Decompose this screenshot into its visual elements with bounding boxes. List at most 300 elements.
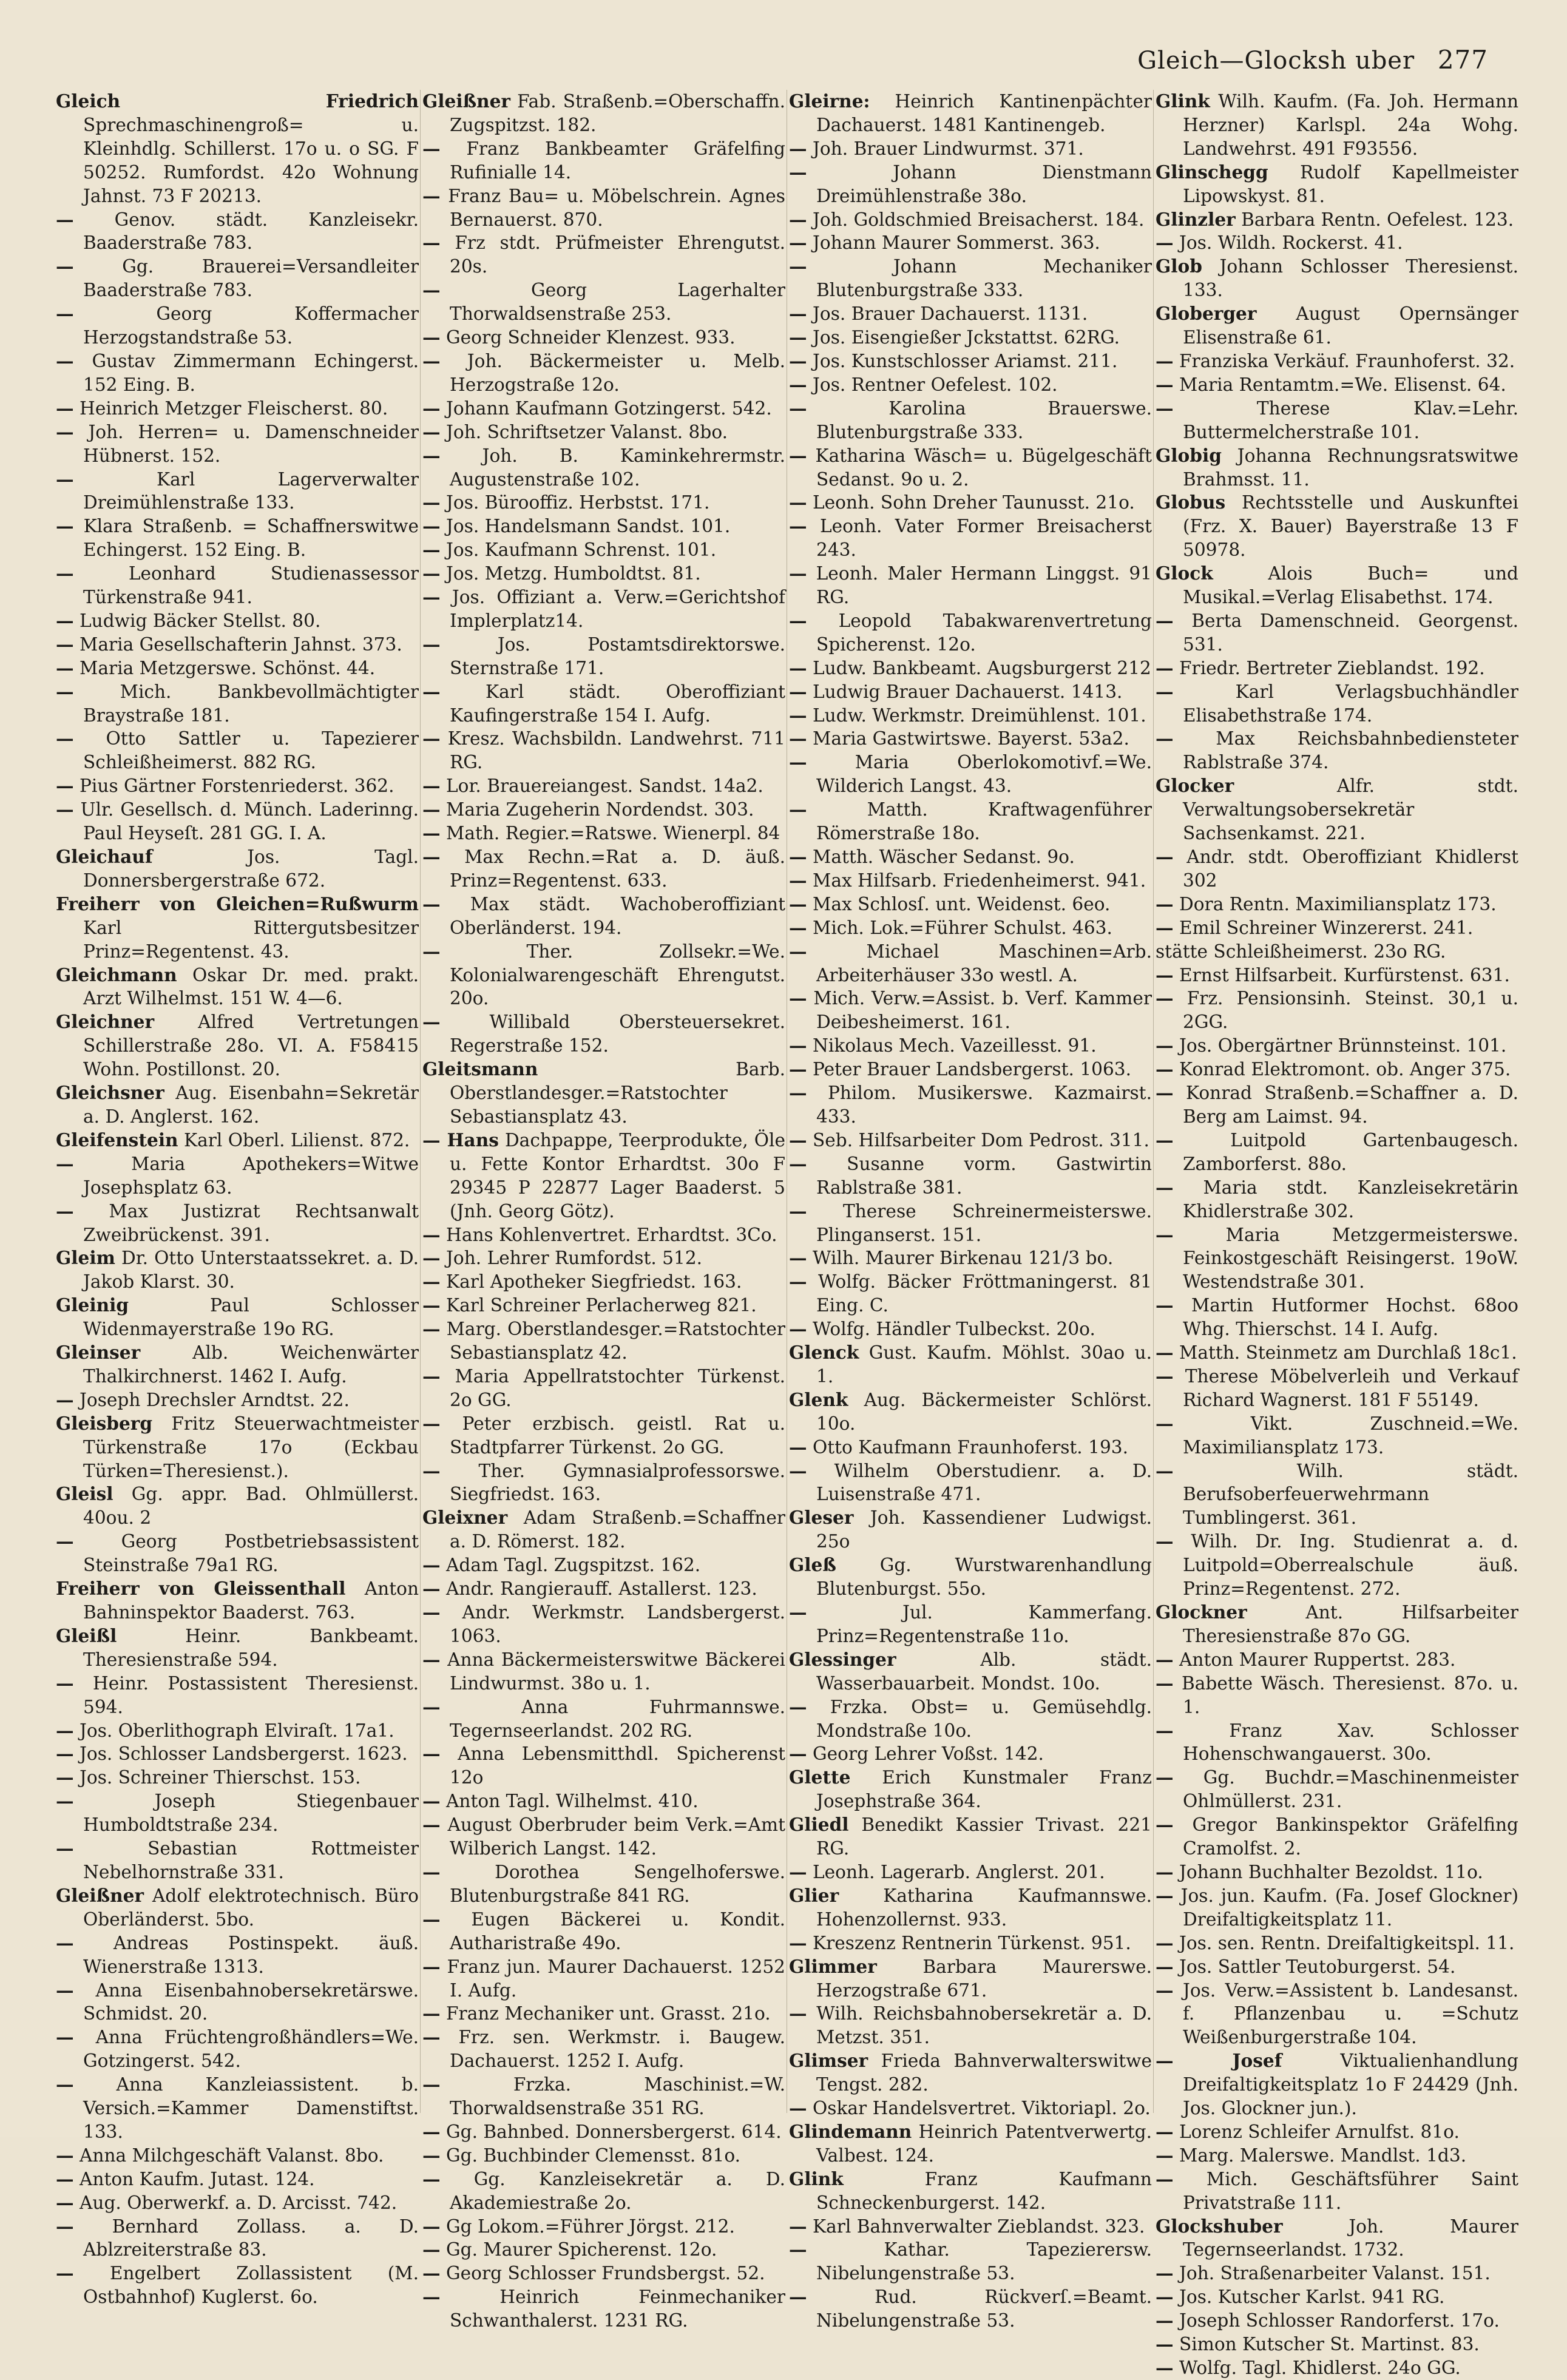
entry-name: — — [1156, 964, 1174, 985]
entry-text: Wolfg. Bäcker Fröttmaningerst. 81 Eing. C. — [816, 1271, 1152, 1316]
directory-entry — [422, 444, 785, 492]
directory-entry — [56, 1719, 419, 1743]
entry-name: — — [789, 161, 807, 183]
entry-text: Oskar Handelsvertret. Viktoriapl. 2o. — [813, 2098, 1151, 2119]
directory-entry — [1156, 1719, 1518, 1766]
directory-entry — [422, 1908, 785, 1955]
entry-text: Gg. Brauerei=Versandleiter Baaderstraße 783. — [83, 256, 419, 301]
directory-entry — [422, 845, 785, 893]
entry-name: — — [1156, 1719, 1174, 1741]
entry-text: Ulr. Gesellsch. d. Münch. Laderinng. Paul Heyseſt. 281 GG. I. A. — [80, 799, 419, 844]
entry-name: — — [422, 563, 441, 584]
entry-text: Marg. Malerswe. Mandlst. 1d3. — [1179, 2145, 1467, 2166]
directory-entry — [422, 798, 785, 822]
directory-entry — [1156, 1766, 1518, 1813]
directory-entry — [56, 397, 419, 421]
entry-name: — — [422, 893, 441, 914]
entry-name: — — [1156, 1530, 1174, 1552]
directory-entry — [422, 1648, 785, 1695]
directory-entry — [789, 302, 1152, 326]
entry-name: — — [422, 799, 441, 820]
entry-text: Jul. Kammerfang. Prinz=Regentenstraße 11o. — [816, 1602, 1152, 1646]
entry-text: Konrad Elektromont. ob. Anger 375. — [1179, 1059, 1511, 1080]
entry-name: — — [789, 1459, 807, 1481]
entry-name: Glenck — [789, 1342, 859, 1364]
entry-name: — — [56, 633, 74, 655]
directory-entry — [789, 845, 1152, 869]
entry-name: Gleinser — [56, 1342, 141, 1364]
entry-text: Bernhard Zollass. a. D. Ablzreiterstraße 83. — [83, 2216, 419, 2260]
directory-entry — [422, 1553, 785, 1577]
entry-name: — — [789, 397, 807, 419]
directory-entry — [422, 1129, 785, 1223]
entry-name: — — [422, 515, 441, 537]
directory-entry — [56, 208, 419, 255]
entry-text: Max städt. Wachoberoffiziant Oberländerst. 194. — [450, 893, 785, 938]
directory-entry — [56, 893, 419, 964]
entry-text: Anna Bäckermeisterswitwe Bäckerei Lindwurmst. 38o u. 1. — [447, 1649, 785, 1694]
entry-name: — Josef — [1156, 2050, 1282, 2072]
entry-name: — — [1156, 987, 1174, 1009]
entry-text: Aug. Bäckermeister Schlörst. 10o. — [816, 1389, 1152, 1434]
entry-name: — — [422, 1011, 441, 1033]
entry-text: Peter Brauer Landsbergerst. 1063. — [813, 1059, 1132, 1080]
directory-entry — [1156, 987, 1518, 1034]
entry-name: — — [56, 1200, 74, 1222]
directory-entry — [422, 1601, 785, 1648]
directory-entry — [789, 444, 1152, 492]
entry-name: — — [1156, 1672, 1174, 1694]
entry-text: Otto Sattler u. Tapezierer Schleißheimerst. 882 RG. — [83, 728, 419, 773]
entry-name: — — [422, 1247, 441, 1269]
entry-text: Anna Kanzleiassistent. b. Versich.=Kammer Damenstiftst. 133. — [83, 2074, 419, 2142]
entry-text: Dr. Otto Unterstaatssekret. a. D. Jakob Klarst. 30. — [83, 1248, 419, 1293]
entry-text: Maria Oberlokomotivf.=We. Wilderich Langst. 43. — [816, 752, 1152, 797]
entry-name: Glier — [789, 1884, 839, 1906]
running-head-title: Gleich—Glocksh uber — [1137, 47, 1415, 75]
entry-name: Gleitsmann — [422, 1058, 538, 1080]
directory-entry — [422, 491, 785, 515]
entry-text: Gregor Bankinspektor Gräfelfing Cramolfst. 2. — [1183, 1814, 1518, 1859]
directory-entry — [789, 2215, 1152, 2239]
entry-text: Wilhelm Oberstudienr. a. D. Luisenstraße 471. — [816, 1460, 1152, 1505]
directory-entry — [422, 1246, 785, 1270]
entry-name: — — [789, 137, 807, 159]
entry-text: Ant. Hilfsarbeiter Theresienstraße 87o GG. — [1183, 1602, 1518, 1646]
entry-name: — — [422, 350, 441, 371]
entry-text: Karl Bahnverwalter Zieblandst. 323. — [813, 2216, 1145, 2237]
entry-text: Katharina Wäsch= u. Bügelgeschäft Sedanst. 9o u. 2. — [815, 445, 1152, 490]
entry-text: Jos. jun. Kaufm. (Fa. Josef Glockner) Dreifaltigkeitsplatz 11. — [1180, 1885, 1518, 1930]
column-1 — [56, 90, 419, 2308]
column-divider — [1153, 90, 1154, 2113]
entry-name: Gleß — [789, 1554, 836, 1576]
entry-text: Anton Kaufm. Jutast. 124. — [80, 2168, 315, 2189]
directory-entry — [422, 1695, 785, 1743]
entry-text: Ludw. Werkmstr. Dreimühlenst. 101. — [813, 705, 1146, 726]
entry-text: Genov. städt. Kanzleisekr. Baaderstraße 783. — [83, 209, 419, 254]
directory-entry — [789, 704, 1152, 728]
entry-text: Maria stdt. Kanzleisekretärin Khidlerstraße 302. — [1183, 1177, 1518, 1222]
entry-text: Gg. Wurstwarenhandlung Blutenburgst. 55o. — [816, 1555, 1152, 1600]
directory-entry — [789, 657, 1152, 680]
entry-text: Anna Milchgeschäft Valanst. 8bo. — [80, 2145, 384, 2166]
entry-text: Fab. Straßenb.=Oberschaffn. Zugspitzst. 182. — [450, 91, 785, 135]
directory-entry — [1156, 893, 1518, 916]
entry-name: Freiherr von Gleissenthall — [56, 1578, 346, 1600]
entry-text: Joseph Drechsler Arndtst. 22. — [80, 1389, 350, 1410]
entry-name: — — [56, 1932, 74, 1953]
directory-entry — [789, 2285, 1152, 2333]
entry-name: — — [789, 1743, 807, 1765]
entry-name: — — [789, 893, 807, 914]
directory-entry — [56, 1837, 419, 1884]
entry-text: Heinrich Kantinenpächter Dachauerst. 1481 Kantinengeb. — [816, 91, 1152, 135]
directory-entry — [56, 1577, 419, 1624]
entry-name: — — [1156, 2144, 1174, 2166]
entry-name: — — [1156, 397, 1174, 419]
entry-text: Sebastian Rottmeister Nebelhornstraße 331. — [83, 1838, 419, 1882]
entry-text: Alfred Vertretungen Schillerstraße 28o. VI. A. F58415 Wohn. Postillonst. 20. — [83, 1012, 419, 1080]
entry-name: — — [422, 492, 441, 513]
directory-entry — [56, 2073, 419, 2144]
entry-name: — — [422, 1695, 441, 1717]
directory-entry — [1156, 1459, 1518, 1530]
entry-name: — — [1156, 1766, 1174, 1788]
directory-entry — [1156, 562, 1518, 609]
directory-entry — [56, 1482, 419, 1530]
entry-text: Wilh. Reichsbahnobersekretär a. D. Metzst. 351. — [816, 2003, 1152, 2048]
entry-text: August Oberbruder beim Verk.=Amt Wilberich Langst. 142. — [447, 1814, 785, 1859]
entry-text: Ludwig Brauer Dachauerst. 1413. — [813, 681, 1123, 702]
directory-entry — [789, 515, 1152, 562]
entry-name: — — [789, 657, 807, 678]
directory-entry — [789, 1884, 1152, 1932]
entry-text: Ludwig Bäcker Stellst. 80. — [80, 610, 321, 631]
directory-entry — [1156, 255, 1518, 302]
entry-name: — — [1156, 728, 1174, 749]
entry-name: — — [422, 1223, 441, 1245]
entry-text: Johann Mechaniker Blutenburgstraße 333. — [816, 256, 1152, 301]
directory-entry — [1156, 1412, 1518, 1459]
entry-text: Jos. Kutscher Karlst. 941 RG. — [1179, 2287, 1445, 2308]
entry-text: Willibald Obersteuersekret. Regerstraße 152. — [450, 1012, 785, 1056]
entry-text: Max Justizrat Rechtsanwalt Zweibrückenst. 391. — [83, 1200, 419, 1245]
directory-entry — [789, 798, 1152, 845]
entry-text: Jos. Wildh. Rockerst. 41. — [1179, 232, 1403, 254]
directory-entry — [1156, 774, 1518, 845]
entry-name: — — [789, 704, 807, 726]
directory-entry — [789, 1317, 1152, 1341]
directory-entry — [789, 1766, 1152, 1813]
directory-entry — [1156, 1223, 1518, 1294]
entry-name: Gleirne: — [789, 90, 870, 112]
entry-text: Johann Schlosser Theresienst. 133. — [1183, 256, 1518, 301]
directory-entry — [789, 255, 1152, 302]
entry-name: — — [422, 775, 441, 797]
entry-text: Anton Maurer Ruppertst. 283. — [1179, 1649, 1456, 1670]
entry-name: — — [56, 1719, 74, 1741]
directory-entry — [789, 1932, 1152, 1955]
entry-name: — — [422, 633, 441, 655]
entry-text: Viktualienhandlung Dreifaltigkeitsplatz 1o F 24429 (Jnh. Jos. Glockner jun.). — [1183, 2050, 1518, 2119]
directory-entry — [789, 751, 1152, 798]
entry-text: Jos. Schreiner Thierschst. 153. — [80, 1767, 361, 1788]
directory-entry — [789, 2097, 1152, 2120]
entry-text: Frzka. Obst= u. Gemüsehdlg. Mondstraße 10o. — [816, 1696, 1152, 1741]
directory-entry — [422, 515, 785, 538]
entry-name: — — [789, 1247, 807, 1269]
entry-name: Glindemann — [789, 2120, 912, 2142]
directory-entry — [789, 1601, 1152, 1648]
directory-entry — [56, 1672, 419, 1719]
directory-entry — [1156, 1884, 1518, 1932]
directory-entry — [56, 562, 419, 609]
directory-entry — [56, 1294, 419, 1341]
entry-text: Susanne vorm. Gastwirtin Rablstraße 381. — [816, 1153, 1152, 1198]
directory-entry — [789, 1459, 1152, 1507]
entry-text: Maria Zugeherin Nordendst. 303. — [446, 799, 754, 820]
entry-text: Matth. Steinmetz am Durchlaß 18c1. — [1179, 1342, 1517, 1364]
entry-text: Wilh. städt. Berufsoberfeuerwehrmann Tumblingerst. 361. — [1183, 1460, 1518, 1529]
directory-entry — [789, 2120, 1152, 2168]
entry-name: — — [422, 846, 441, 867]
entry-name: — — [1156, 2357, 1174, 2378]
entry-name: — — [789, 1861, 807, 1882]
directory-entry — [422, 2285, 785, 2333]
entry-name: Glockner — [1156, 1601, 1247, 1623]
directory-entry — [1156, 208, 1518, 232]
directory-entry — [789, 1129, 1152, 1152]
entry-text: Wilh. Maurer Birkenau 121/3 bo. — [813, 1248, 1114, 1269]
directory-entry — [789, 397, 1152, 444]
entry-name: — — [789, 1082, 807, 1104]
entry-name: Glenk — [789, 1388, 848, 1410]
entry-text: Mich. Geschäftsführer Saint Privatstraße 111. — [1183, 2168, 1518, 2213]
entry-name: — — [422, 2026, 441, 2048]
directory-entry — [1156, 1341, 1518, 1365]
entry-name: — — [789, 940, 807, 962]
entry-text: August Opernsänger Elisenstraße 61. — [1183, 303, 1518, 348]
entry-text: Max Reichsbahnbediensteter Rablstraße 374. — [1183, 728, 1518, 773]
entry-text: Frz stdt. Prüfmeister Ehrengutst. 20s. — [450, 232, 785, 277]
directory-entry — [1156, 1955, 1518, 1979]
entry-text: Kathar. Tapezierersw. Nibelungenstraße 53. — [816, 2239, 1152, 2284]
entry-name: — — [422, 2262, 441, 2284]
entry-name: — — [56, 1388, 74, 1410]
entry-name: — — [422, 728, 441, 749]
directory-entry — [1156, 845, 1518, 893]
entry-text: Karl Apotheker Siegfriedst. 163. — [446, 1271, 742, 1293]
entry-text: Benedikt Kassier Trivast. 221 RG. — [816, 1814, 1152, 1859]
entry-text: Dorothea Sengelhoferswe. Blutenburgstraße 841 RG. — [450, 1861, 785, 1906]
entry-name: — — [56, 2074, 74, 2095]
entry-text: Math. Regier.=Ratswe. Wienerpl. 84 — [446, 823, 780, 844]
entry-text: Jos. Brauer Dachauerst. 1131. — [813, 303, 1088, 325]
entry-text: Jos. Metzg. Humboldtst. 81. — [446, 563, 701, 584]
entry-text: Joh. Brauer Lindwurmst. 371. — [813, 138, 1084, 159]
directory-entry — [422, 2144, 785, 2168]
entry-text: Jos. Oberlithograph Elviraſt. 17a1. — [80, 1720, 394, 1741]
entry-text: Max Schlosſ. unt. Weidenst. 6eo. — [813, 893, 1111, 914]
entry-name: — — [789, 2097, 807, 2119]
entry-text: Maria Gastwirtswe. Bayerst. 53a2. — [813, 728, 1129, 749]
directory-entry — [1156, 1672, 1518, 1719]
directory-entry — [422, 538, 785, 562]
entry-name: Globerger — [1156, 303, 1257, 325]
directory-entry — [56, 964, 419, 1011]
entry-text: Matth. Wäscher Sedanst. 9o. — [813, 847, 1075, 867]
entry-text: Johann Kaufmann Gotzingerst. 542. — [446, 397, 772, 419]
entry-name: — — [789, 444, 807, 466]
entry-name: — — [1156, 916, 1174, 938]
entry-name: Gleißner — [56, 1884, 144, 1906]
entry-name: — — [1156, 1223, 1174, 1245]
entry-text: Gg. Buchdr.=Maschinenmeister Ohlmüllerst. 231. — [1183, 1767, 1518, 1812]
directory-entry — [789, 373, 1152, 397]
entry-text: Michael Maschinen=Arb. Arbeiterhäuser 33o westl. A. — [816, 941, 1152, 985]
entry-text: Ther. Gymnasialprofessorswe. Siegfriedst. 163. — [450, 1460, 785, 1505]
entry-text: Max Rechn.=Rat a. D. äuß. Prinz=Regentenst. 633. — [450, 847, 785, 891]
entry-name: — — [1156, 893, 1174, 914]
entry-text: Rechtsstelle und Auskunftei (Frz. X. Bauer) Bayerstraße 13 F 50978. — [1183, 492, 1518, 561]
entry-text: Joseph Schlosser Randorferst. 17o. — [1179, 2310, 1500, 2331]
entry-text: Andr. stdt. Oberoffiziant Khidlerst 302 — [1183, 847, 1518, 891]
directory-entry — [789, 208, 1152, 232]
entry-text: Jos. Rentner Oefelest. 102. — [813, 374, 1058, 395]
entry-name: — — [1156, 2333, 1174, 2355]
entry-text: stätte Schleißheimerst. 23o RG. — [1156, 941, 1446, 962]
directory-entry — [422, 184, 785, 232]
column-2 — [422, 90, 785, 2331]
entry-name: — — [56, 1530, 74, 1552]
entry-text: Andreas Postinspekt. äuß. Wienerstraße 1313. — [83, 1932, 419, 1977]
entry-text: Anna Früchtengroßhändlers=We. Gotzingerst. 542. — [83, 2027, 419, 2072]
entry-name: — — [1156, 1884, 1174, 1906]
directory-entry — [1156, 2309, 1518, 2333]
entry-text: Dachpappe, Teerprodukte, Öle u. Fette Kontor Erhardtst. 30o F 29345 P 22877 Lager Baaderst. 5 (Jnh. Georg Götz). — [450, 1129, 785, 1222]
entry-text: Leonhard Studienassessor Türkenstraße 941. — [83, 563, 419, 608]
entry-name: — Hans — [422, 1129, 499, 1151]
entry-text: Eugen Bäckerei u. Kondit. Autharistraße 49o. — [450, 1908, 785, 1953]
directory-entry — [1156, 1294, 1518, 1341]
directory-entry — [422, 633, 785, 680]
entry-text: Joh. Straßenarbeiter Valanst. 151. — [1179, 2263, 1491, 2284]
entry-name: — — [1156, 1058, 1174, 1080]
directory-entry — [56, 1246, 419, 1294]
entry-name: — — [56, 657, 74, 678]
entry-name: Gleich Friedrich — [56, 90, 419, 112]
entry-name: — — [789, 1200, 807, 1222]
directory-entry — [422, 1459, 785, 1507]
directory-entry — [1156, 2262, 1518, 2285]
entry-name: — — [422, 1743, 441, 1765]
entry-name: — — [789, 916, 807, 938]
directory-entry — [56, 2215, 419, 2262]
entry-text: Klara Straßenb. = Schaffnerswitwe Echingerst. 152 Eing. B. — [83, 516, 419, 561]
directory-entry — [422, 1365, 785, 1412]
entry-name: — — [789, 1152, 807, 1174]
columns — [56, 90, 1531, 2378]
entry-name: — — [56, 2262, 74, 2284]
entry-text: Erich Kunstmaler Franz Josephstraße 364. — [816, 1767, 1152, 1812]
entry-text: Maria Rentamtm.=We. Elisenst. 64. — [1179, 374, 1506, 395]
directory-entry — [56, 1152, 419, 1200]
directory-entry — [1156, 231, 1518, 255]
directory-entry — [422, 1955, 785, 2003]
entry-text: Alois Buch= und Musikal.=Verlag Elisabethst. 174. — [1183, 563, 1518, 608]
entry-name: — — [789, 326, 807, 348]
entry-name: — — [56, 515, 74, 537]
entry-name: — — [789, 1436, 807, 1458]
entry-name: — — [422, 586, 441, 608]
directory-entry — [789, 161, 1152, 208]
directory-entry — [422, 1506, 785, 1553]
directory-entry — [422, 1412, 785, 1459]
directory-entry — [56, 1081, 419, 1129]
directory-entry — [422, 1742, 785, 1790]
directory-entry — [789, 562, 1152, 609]
entry-name: — — [1156, 1365, 1174, 1387]
directory-entry — [422, 727, 785, 774]
entry-text: Wolfg. Tagl. Khidlerst. 24o GG. — [1179, 2358, 1461, 2378]
directory-entry — [1156, 940, 1518, 964]
directory-entry — [1156, 2144, 1518, 2168]
entry-name: — — [422, 1790, 441, 1812]
entry-text: Jos. Postamtsdirektorswe. Sternstraße 171. — [450, 634, 785, 678]
entry-text: Frz. sen. Werkmstr. i. Baugew. Dachauerst. 1252 I. Aufg. — [450, 2027, 785, 2072]
directory-entry — [422, 231, 785, 279]
entry-text: Joh. Bäckermeister u. Melb. Herzogstraße 12o. — [450, 350, 785, 395]
directory-entry — [1156, 1601, 1518, 1648]
entry-name: — — [789, 680, 807, 702]
entry-text: Maria Metzgerswe. Schönst. 44. — [80, 657, 376, 678]
entry-name: — — [789, 232, 807, 254]
entry-text: Therese Möbelverleih und Verkauf Richard Wagnerst. 181 F 55149. — [1183, 1365, 1518, 1410]
entry-text: Alb. städt. Wasserbauarbeit. Mondst. 10o. — [816, 1649, 1152, 1694]
entry-name: — — [789, 987, 807, 1009]
directory-entry — [56, 350, 419, 397]
entry-name: Freiherr von Gleichen=Rußwurm — [56, 893, 419, 914]
entry-text: Karl Verlagsbuchhändler Elisabethstraße 174. — [1183, 681, 1518, 726]
directory-entry — [422, 2215, 785, 2239]
entry-name: — — [789, 728, 807, 749]
entry-text: Heinr. Postassistent Theresienst. 594. — [83, 1672, 419, 1717]
entry-text: Otto Kaufmann Fraunhoferst. 193. — [813, 1436, 1129, 1458]
directory-entry — [56, 1766, 419, 1790]
entry-name: Globus — [1156, 492, 1226, 513]
directory-entry — [422, 1294, 785, 1317]
entry-text: Jos. Bürooffiz. Herbstst. 171. — [446, 492, 710, 513]
entry-name: — — [1156, 680, 1174, 702]
directory-entry — [56, 633, 419, 657]
directory-entry — [1156, 491, 1518, 562]
directory-entry — [422, 1813, 785, 1861]
entry-text: Franz Bau= u. Möbelschrein. Agnes Bernauerst. 870. — [448, 185, 785, 230]
entry-text: Nikolaus Mech. Vazeillesst. 91. — [813, 1035, 1097, 1056]
entry-text: Karl Schreiner Perlacherweg 821. — [446, 1295, 757, 1316]
directory-entry — [422, 350, 785, 397]
directory-entry — [1156, 1081, 1518, 1129]
directory-entry — [789, 1436, 1152, 1459]
entry-name: — — [1156, 1459, 1174, 1481]
entry-name: Glette — [789, 1766, 851, 1788]
entry-text: Anton Bahninspektor Baaderst. 763. — [83, 1578, 419, 1623]
directory-entry — [1156, 397, 1518, 444]
entry-name: Gleser — [789, 1507, 854, 1529]
entry-name: Glock — [1156, 563, 1213, 584]
directory-entry — [789, 1152, 1152, 1200]
